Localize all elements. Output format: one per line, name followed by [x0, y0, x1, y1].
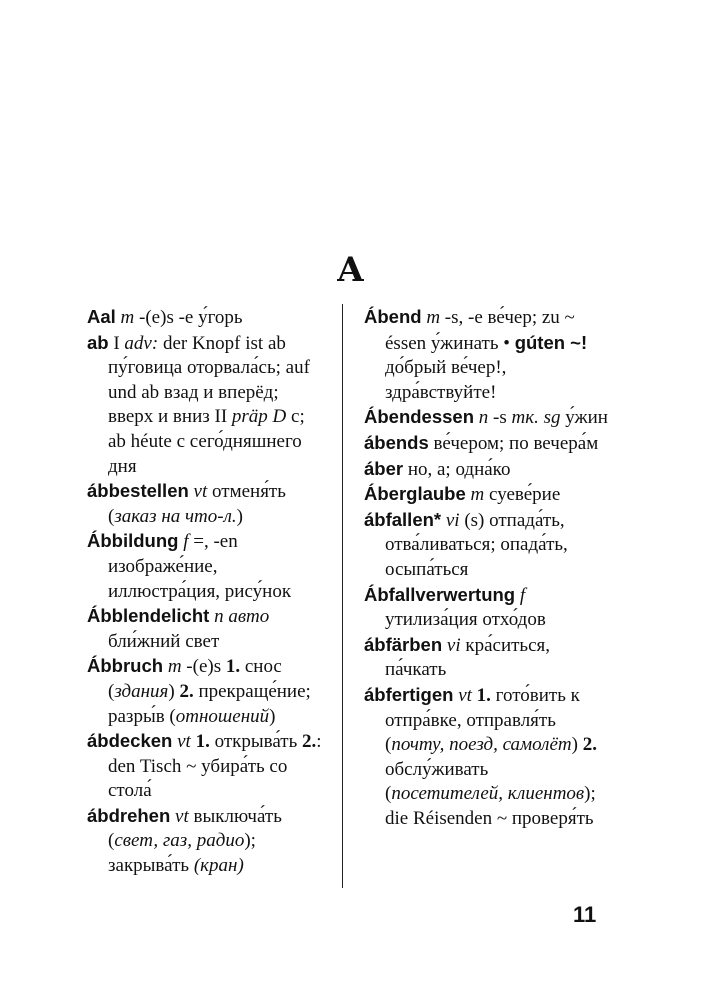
definition: с; ab héute с сего́дняшнего дня: [108, 406, 305, 477]
grammar-label: vt: [453, 684, 472, 706]
dictionary-entry: [364, 405, 608, 431]
grammar-label: vi: [441, 509, 460, 531]
usage-note: свет, газ, радио: [114, 830, 245, 852]
headword: ábdrehen: [87, 804, 171, 826]
headword: Ábblendelicht: [87, 605, 210, 627]
headword: Áberglaube: [364, 483, 466, 505]
dictionary-entry: [87, 479, 327, 529]
definition: -s, -e ве́чер; zu ~ éssen у́жинать •: [385, 307, 575, 354]
headword: ábdecken: [87, 730, 173, 752]
definition: ): [236, 505, 243, 527]
definition: бли́жний свет: [108, 630, 220, 652]
dictionary-entry: [364, 431, 608, 457]
grammar-label: m: [465, 484, 485, 506]
definition: обслу́живать (: [385, 758, 489, 805]
definition: снос (: [108, 656, 282, 702]
definition: ): [571, 734, 583, 756]
dictionary-entry: [87, 529, 327, 604]
headword: Ábbildung: [87, 530, 179, 552]
definition: der Knopf ist ab пу́говица оторвала́сь; auf und ab взад и вперёд; вверх и вниз II: [108, 332, 310, 428]
definition: I: [108, 332, 125, 354]
definition: (s) отпада́ть, отва́ливаться; опада́ть, осыпа́ться: [385, 509, 568, 580]
headword: Aal: [87, 306, 116, 327]
dictionary-entry: [364, 683, 608, 832]
dictionary-entry: [87, 604, 327, 654]
headword: Ábbruch: [87, 655, 164, 677]
grammar-label: m: [421, 307, 441, 328]
definition: прекраще́ние; разры́в (: [108, 680, 311, 727]
page-number: 11: [573, 902, 597, 927]
sense-number: 2.: [179, 680, 194, 702]
dictionary-entry: [364, 457, 608, 483]
grammar-label: n авто: [209, 606, 270, 628]
sense-number: 1.: [195, 731, 210, 753]
section-letter: A: [337, 250, 364, 290]
definition: : den Tisch ~ убира́ть со стола́: [108, 731, 322, 802]
grammar-label: m: [163, 656, 182, 678]
grammar-label: präp D: [231, 406, 287, 428]
idiom: gúten ~!: [514, 331, 588, 353]
definition: -s: [488, 407, 512, 429]
definition: утилиза́ция отхо́дов: [385, 609, 546, 631]
grammar-label: n: [474, 407, 489, 429]
headword: ab: [87, 331, 109, 353]
definition: гото́вить к отпра́вке, отправля́ть (: [385, 684, 580, 756]
grammar-label: vt: [172, 731, 191, 753]
definition: выключа́ть (: [108, 805, 282, 852]
sense-number: 2.: [302, 731, 317, 753]
dictionary-entry: [87, 804, 327, 879]
definition: ): [269, 705, 276, 727]
grammar-label: vt: [188, 481, 208, 503]
usage-note: (кран): [193, 855, 244, 877]
column-divider: [342, 304, 343, 888]
definition: у́жин: [560, 407, 608, 429]
definition: но, а; одна́ко: [403, 458, 511, 480]
sense-number: 1.: [225, 656, 241, 678]
grammar-label: vt: [170, 805, 189, 827]
headword: Ábendessen: [364, 406, 475, 428]
dictionary-entry: [87, 654, 327, 729]
usage-note: отношений: [175, 705, 270, 727]
right-column: [364, 305, 608, 831]
definition: ); die Réisenden ~ проверя́ть: [385, 783, 596, 829]
definition: отменя́ть (: [108, 481, 286, 527]
usage-note: посетителей, клиентов: [391, 783, 585, 805]
dictionary-entry: [87, 331, 327, 480]
grammar-label: adv:: [124, 332, 159, 354]
dictionary-entry: [87, 305, 327, 331]
grammar-label: f: [178, 531, 189, 553]
headword: ábends: [364, 431, 429, 453]
definition: до́брый ве́чер!, здра́вствуйте!: [385, 357, 507, 403]
dictionary-entry: [87, 729, 327, 804]
definition: ); закрыва́ть: [108, 830, 256, 877]
usage-note: тк. sg: [511, 407, 561, 429]
headword: ábfertigen: [364, 683, 454, 705]
definition: ): [168, 680, 180, 702]
usage-note: здания: [114, 680, 169, 702]
dictionary-entry: [364, 305, 608, 405]
sense-number: 1.: [476, 684, 491, 706]
dictionary-entry: [364, 633, 608, 683]
definition: кра́ситься, па́чкать: [385, 634, 551, 681]
grammar-label: m: [115, 307, 135, 328]
definition: ве́чером; по вечера́м: [428, 432, 599, 454]
definition: -(e)s -e у́горь: [134, 307, 243, 328]
headword: Ábfallverwertung: [364, 583, 516, 605]
definition: =, -en изображе́ние, иллюстра́ция, рису́нок: [108, 531, 292, 602]
sense-number: 2.: [582, 734, 597, 756]
definition: открыва́ть: [209, 731, 303, 753]
definition: -(e)s: [181, 656, 226, 678]
dictionary-entry: [364, 482, 608, 508]
headword: ábbestellen: [87, 480, 189, 502]
headword: áber: [364, 457, 404, 479]
headword: Ábend: [364, 306, 422, 327]
definition: суеве́рие: [484, 484, 561, 506]
usage-note: почту, поезд, самолёт: [391, 734, 572, 756]
dictionary-entry: [364, 508, 608, 583]
dictionary-entry: [364, 583, 608, 633]
grammar-label: vi: [442, 634, 461, 656]
left-column: [87, 305, 327, 879]
grammar-label: f: [515, 584, 526, 606]
headword: ábfallen*: [364, 508, 442, 530]
usage-note: заказ на что-л.: [114, 505, 237, 527]
headword: ábfärben: [364, 633, 443, 655]
